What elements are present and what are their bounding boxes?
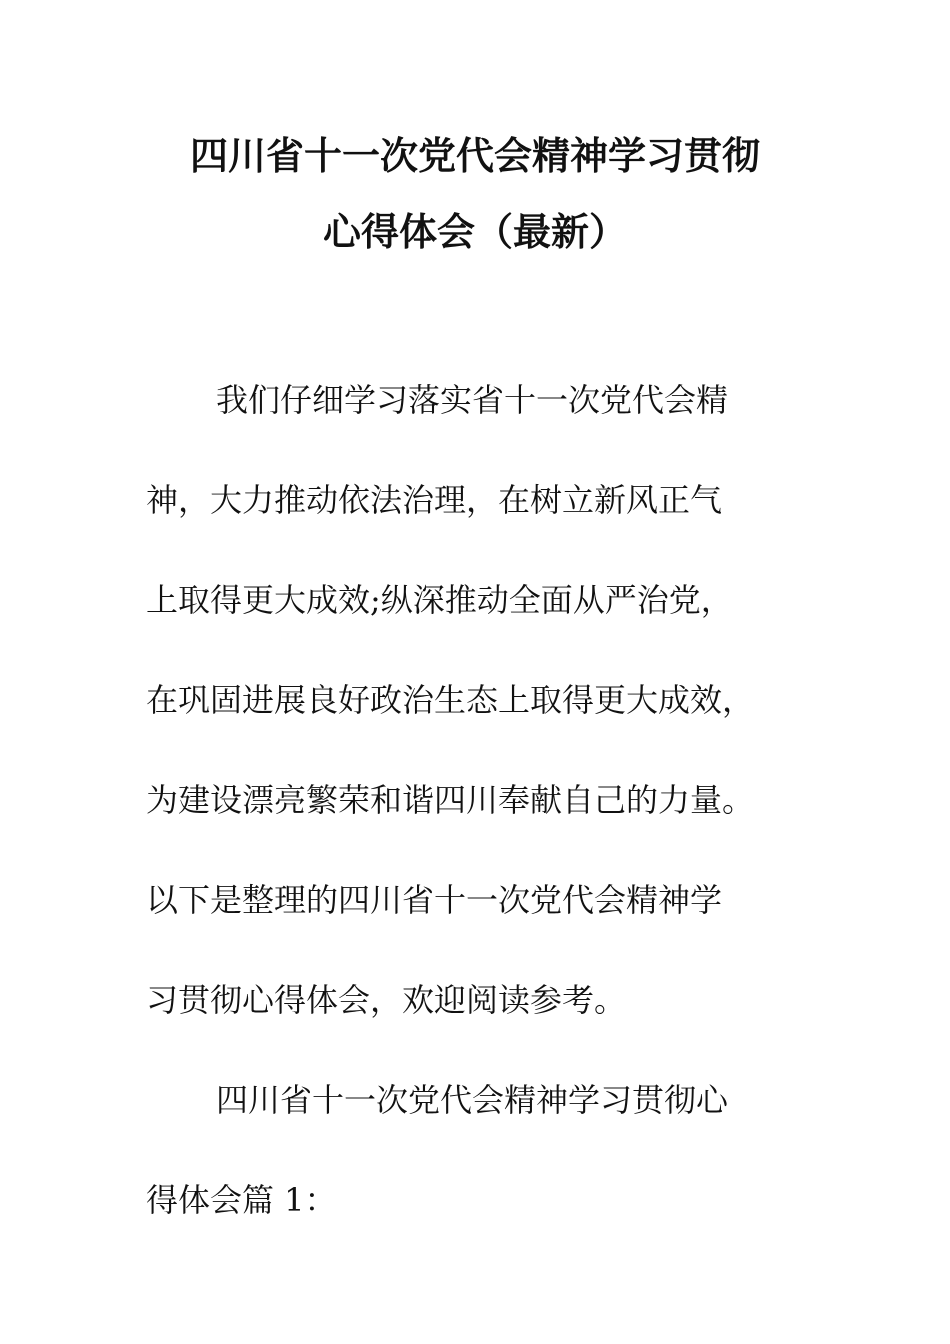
paragraph-2-line-2: 得体会篇 1： [146, 1181, 337, 1219]
paragraph-1-line-3: 上取得更大成效;纵深推动全面从严治党， [146, 581, 733, 619]
paragraph-1-line-1: 我们仔细学习落实省十一次党代会精 [216, 381, 729, 419]
title-line-1: 四川省十一次党代会精神学习贯彻 [189, 134, 760, 178]
paragraph-1-line-5: 为建设漂亮繁荣和谐四川奉献自己的力量。 [146, 781, 755, 819]
paragraph-1-line-7: 习贯彻心得体会，欢迎阅读参考。 [146, 981, 627, 1019]
document-title [150, 118, 800, 270]
paragraph-2-line-1: 四川省十一次党代会精神学习贯彻心 [216, 1081, 729, 1119]
paragraph-1-line-6: 以下是整理的四川省十一次党代会精神学 [146, 881, 723, 919]
paragraph-1-line-4: 在巩固进展良好政治生态上取得更大成效， [146, 681, 755, 719]
paragraph-1-line-2: 神，大力推动依法治理，在树立新风正气 [146, 481, 723, 519]
title-line-2: 心得体会（最新） [322, 210, 627, 254]
